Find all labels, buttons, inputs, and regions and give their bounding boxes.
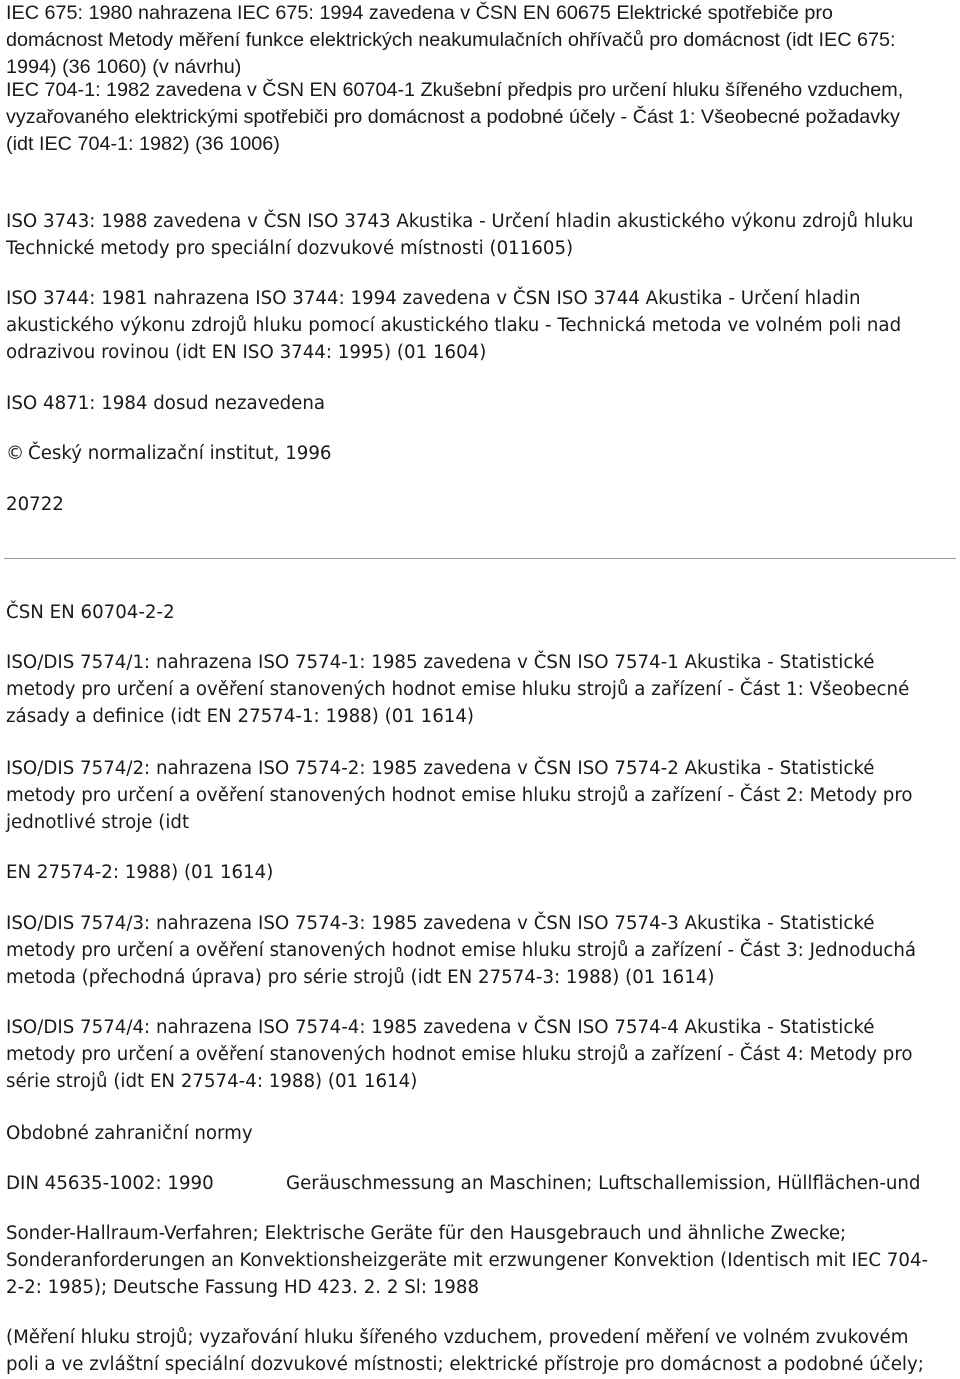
text-line: Sonder-Hallraum-Verfahren; Elektrische Geräte für den Hausgebrauch und ähnliche Zwecke; xyxy=(6,1223,847,1244)
din-code: DIN 45635-1002: 1990 xyxy=(6,1173,214,1194)
text-line: ČSN EN 60704-2-2 xyxy=(6,602,175,623)
paragraph-iso-7574-2 xyxy=(6,755,954,837)
text-line: zásady a definice (idt EN 27574-1: 1988) (01 1614) xyxy=(6,706,475,728)
paragraph-iso-3743 xyxy=(6,208,954,262)
text-line: EN 27574-2: 1988) (01 1614) xyxy=(6,862,274,883)
text-line: ISO/DIS 7574/2: nahrazena ISO 7574-2: 1985 zavedena v ČSN ISO 7574-2 Akustika - Statistické xyxy=(6,758,875,779)
text-line: jednotlivé stroje (idt xyxy=(6,812,190,834)
text-line: ISO/DIS 7574/3: nahrazena ISO 7574-3: 1985 zavedena v ČSN ISO 7574-3 Akustika - Statistické xyxy=(6,913,875,934)
text-line: akustického výkonu zdrojů hluku pomocí akustického tlaku - Technická metoda ve volném poli nad xyxy=(6,315,902,337)
paragraph-en-27574-2 xyxy=(6,859,954,886)
paragraph-iso-3744 xyxy=(6,285,954,367)
copyright-notice xyxy=(6,440,954,467)
text-line: Obdobné zahraniční normy xyxy=(6,1123,253,1144)
text-line: (idt IEC 704-1: 1982) (36 1006) xyxy=(6,133,280,156)
text-line: vyzařovaného elektrickými spotřebiči pro domácnost a podobné účely - Část 1: Všeobecné požadavky xyxy=(6,106,900,129)
paragraph-iso-4871 xyxy=(6,390,954,417)
text-line: metody pro určení a ověření stanovených hodnot emise hluku strojů a zařízení - Část 1: Všeobecné xyxy=(6,679,910,701)
page-code xyxy=(6,491,954,518)
copyright-line xyxy=(6,440,954,467)
paragraph-din-note xyxy=(6,1324,954,1378)
text-line: 1994) (36 1060) (v návrhu) xyxy=(6,56,242,79)
text-line: 2-2: 1985); Deutsche Fassung HD 423. 2. 2 Sl: 1988 xyxy=(6,1277,480,1299)
text-line: (Měření hluku strojů; vyzařování hluku šířeného vzduchem, provedení měření ve volném zvukovém xyxy=(6,1327,909,1348)
paragraph-iec-675 xyxy=(6,0,954,82)
foreign-standards-heading xyxy=(6,1120,954,1147)
text-line: metody pro určení a ověření stanovených hodnot emise hluku strojů a zařízení - Část 2: Metody pro xyxy=(6,785,913,807)
text-line: IEC 704-1: 1982 zavedena v ČSN EN 60704-1 Zkušební předpis pro určení hluku šířeného vzduchem, xyxy=(6,79,904,101)
text-line: domácnost Metody měření funkce elektrických neakumulačních ohřívačů pro domácnost (idt IEC 675: xyxy=(6,29,896,52)
text-line: ISO 3744: 1981 nahrazena ISO 3744: 1994 zavedena v ČSN ISO 3744 Akustika - Určení hladin xyxy=(6,288,861,309)
text-line: ISO/DIS 7574/1: nahrazena ISO 7574-1: 1985 zavedena v ČSN ISO 7574-1 Akustika - Statistické xyxy=(6,652,875,673)
copyright-icon: © xyxy=(6,443,25,464)
din-title: Geräuschmessung an Maschinen; Luftschallemission, Hüllflächen-und xyxy=(286,1173,921,1194)
text-line: metody pro určení a ověření stanovených hodnot emise hluku strojů a zařízení - Část 4: Metody pro xyxy=(6,1044,913,1066)
text-line: ISO 3743: 1988 zavedena v ČSN ISO 3743 Akustika - Určení hladin akustického výkonu zdrojů hluku xyxy=(6,211,914,232)
din-entry-row xyxy=(0,1170,960,1198)
text-line: 20722 xyxy=(6,494,64,515)
text-line: odrazivou rovinou (idt EN ISO 3744: 1995) (01 1604) xyxy=(6,342,487,364)
paragraph-iec-704 xyxy=(6,77,954,159)
text-line: ISO 4871: 1984 dosud nezavedena xyxy=(6,393,326,414)
text-line: ISO/DIS 7574/4: nahrazena ISO 7574-4: 1985 zavedena v ČSN ISO 7574-4 Akustika - Statistické xyxy=(6,1017,875,1038)
standard-id-heading xyxy=(6,599,954,626)
paragraph-iso-7574-1 xyxy=(6,649,954,731)
text-line: poli a ve zvláštní speciální dozvukové místnosti; elektrické přístroje pro domácnost a podobné účely; xyxy=(6,1354,924,1376)
text-line: metoda (přechodná úprava) pro série strojů (idt EN 27574-3: 1988) (01 1614) xyxy=(6,967,715,989)
text-line: série strojů (idt EN 27574-4: 1988) (01 1614) xyxy=(6,1071,418,1093)
paragraph-din-continuation xyxy=(6,1220,954,1302)
copyright-text: Český normalizační institut, 1996 xyxy=(28,443,332,464)
paragraph-iso-7574-4 xyxy=(6,1014,954,1096)
page-divider xyxy=(4,558,956,559)
text-line: metody pro určení a ověření stanovených hodnot emise hluku strojů a zařízení - Část 3: Jednoduchá xyxy=(6,940,917,962)
text-line: IEC 675: 1980 nahrazena IEC 675: 1994 zavedena v ČSN EN 60675 Elektrické spotřebiče pro xyxy=(6,2,833,24)
paragraph-iso-7574-3 xyxy=(6,910,954,992)
text-line: Technické metody pro speciální dozvukové místnosti (011605) xyxy=(6,238,574,260)
text-line: Sonderanforderungen an Konvektionsheizgeräte mit erzwungener Konvektion (Identisch mit IEC 704- xyxy=(6,1250,929,1272)
